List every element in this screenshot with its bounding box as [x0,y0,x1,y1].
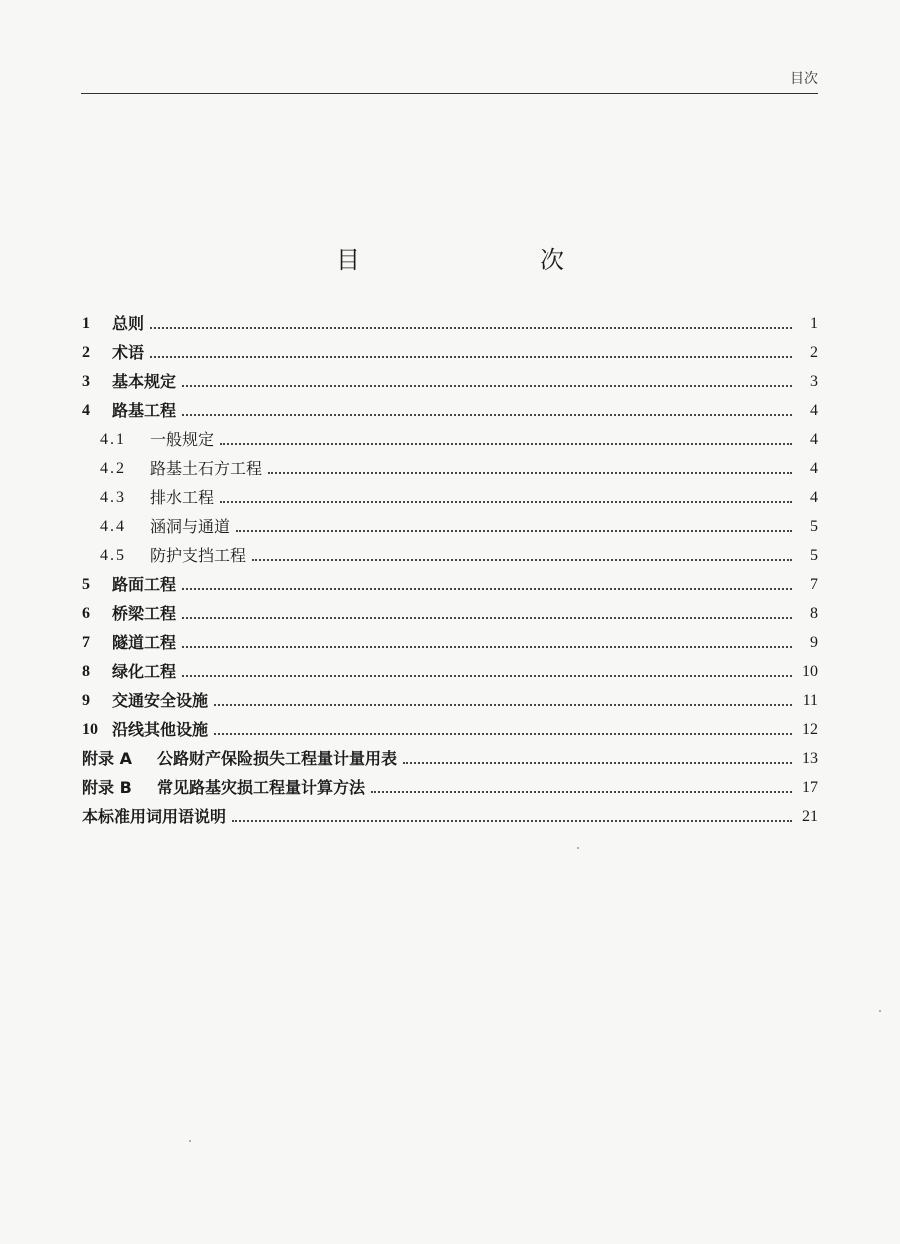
toc-entry-label: 排水工程 [150,488,215,507]
toc-entry[interactable] [82,483,818,512]
toc-entry-number: 5 [82,576,90,593]
toc-entry-number: 6 [82,605,90,622]
dot-leader [182,384,792,387]
toc-entry-number: 4.1 [100,431,126,448]
toc-entry[interactable] [82,802,818,831]
dot-leader [182,616,792,619]
toc-entry-number: 2 [82,344,90,361]
dot-leader [214,732,792,735]
dot-leader [220,442,792,445]
dot-leader [371,790,792,793]
dot-leader [236,529,792,532]
toc-entry-number: 4.3 [100,489,126,506]
toc-entry-label: 绿化工程 [112,662,177,681]
dot-leader [182,645,792,648]
toc-entry-page-number: 2 [810,344,818,361]
scan-speck [189,1140,191,1142]
toc-entry[interactable] [82,541,818,570]
toc-entry[interactable] [82,570,818,599]
dot-leader [150,355,792,358]
toc-entry-label: 公路财产保险损失工程量计量用表 [157,749,398,768]
toc-entry-page-number: 4 [810,489,818,506]
toc-entry-number: 8 [82,663,90,680]
toc-entry[interactable] [82,396,818,425]
toc-entry-number: 4.5 [100,547,126,564]
toc-entry[interactable] [82,309,818,338]
toc-entry-number: 1 [82,315,90,332]
toc-entry-page-number: 13 [802,750,818,767]
toc-entry-page-number: 5 [810,518,818,535]
toc-entry-number: 10 [82,721,98,738]
toc-entry-label: 本标准用词用语说明 [82,807,227,826]
toc-entry[interactable] [82,454,818,483]
toc-entry-label: 基本规定 [112,372,177,391]
dot-leader [182,674,792,677]
toc-entry-page-number: 17 [802,779,818,796]
dot-leader [214,703,792,706]
toc-entry-page-number: 8 [810,605,818,622]
toc-entry-label: 路面工程 [112,575,177,594]
table-of-contents [82,309,818,831]
toc-entry-page-number: 12 [802,721,818,738]
toc-entry[interactable] [82,338,818,367]
dot-leader [403,761,792,764]
toc-entry-label: 路基土石方工程 [150,459,263,478]
toc-entry-label: 交通安全设施 [112,691,209,710]
dot-leader [182,587,792,590]
toc-entry-page-number: 7 [810,576,818,593]
dot-leader [182,413,792,416]
toc-entry-number: 4.4 [100,518,126,535]
dot-leader [252,558,792,561]
toc-entry-label: 术语 [112,343,145,362]
toc-entry-label: 路基工程 [112,401,177,420]
toc-entry-number: 7 [82,634,90,651]
scan-speck [577,847,579,849]
toc-entry-page-number: 5 [810,547,818,564]
toc-entry[interactable] [82,773,818,802]
toc-entry-label: 桥梁工程 [112,604,177,623]
toc-entry-page-number: 21 [802,808,818,825]
toc-entry-number: 附录 B [82,778,132,797]
toc-entry-label: 防护支挡工程 [150,546,247,565]
toc-entry[interactable] [82,628,818,657]
toc-entry[interactable] [82,367,818,396]
toc-entry-page-number: 4 [810,431,818,448]
toc-entry-label: 常见路基灾损工程量计算方法 [157,778,366,797]
toc-entry-number: 9 [82,692,90,709]
toc-entry-label: 一般规定 [150,430,215,449]
toc-entry-label: 涵洞与通道 [150,517,231,536]
toc-entry[interactable] [82,657,818,686]
dot-leader [220,500,792,503]
toc-entry-number: 4.2 [100,460,126,477]
toc-entry[interactable] [82,686,818,715]
toc-entry-page-number: 4 [810,402,818,419]
dot-leader [150,326,792,329]
toc-entry[interactable] [82,512,818,541]
toc-entry-number: 附录 A [82,749,132,768]
dot-leader [232,819,792,822]
dot-leader [268,471,792,474]
toc-entry-page-number: 10 [802,663,818,680]
running-header [81,64,818,94]
toc-entry[interactable] [82,425,818,454]
toc-entry[interactable] [82,715,818,744]
toc-entry-page-number: 4 [810,460,818,477]
toc-entry-page-number: 3 [810,373,818,390]
toc-entry-page-number: 9 [810,634,818,651]
toc-entry-label: 总则 [112,314,145,333]
scan-speck [879,1010,881,1012]
toc-entry-label: 沿线其他设施 [112,720,209,739]
toc-entry-number: 4 [82,402,90,419]
toc-entry-page-number: 11 [802,692,818,709]
running-head-label: 目次 [790,71,818,87]
toc-entry-page-number: 1 [810,315,818,332]
toc-entry[interactable] [82,599,818,628]
toc-entry[interactable] [82,744,818,773]
toc-entry-label: 隧道工程 [112,633,177,652]
page-title: 目 次 [336,246,608,275]
toc-entry-number: 3 [82,373,90,390]
